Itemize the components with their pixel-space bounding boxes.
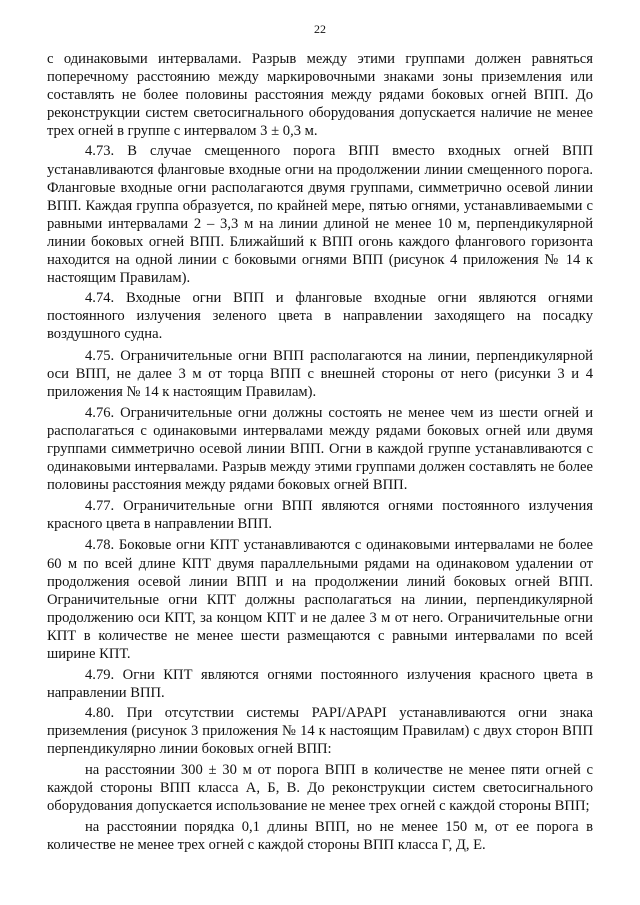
paragraph-4-74: 4.74. Входные огни ВПП и фланговые входные огни являются огнями постоянного излучения зеленого цвета в направлении заходящего на посадку воздушного судна.: [47, 290, 593, 343]
paragraph-4-73: 4.73. В случае смещенного порога ВПП вместо входных огней ВПП устанавливаются фланговые входные огни на продолжении линии смещенного порога. Фланговые входные огни располагаются двумя группами, симметрично осевой линии ВПП. Каждая группа образуется, по крайней мере, пятью огнями, устанавливаемыми с равными интервалами 2 – 3,3 м на линии длиной не менее 10 м, перпендикулярной линии боковых огней ВПП. Ближайший к ВПП огонь каждого флангового горизонта находится на одной линии с боковыми огнями ВПП (рисунок 4 приложения № 14 к настоящим Правилам).: [47, 143, 593, 287]
paragraph-4-75: 4.75. Ограничительные огни ВПП располагаются на линии, перпендикулярной оси ВПП, не далее 3 м от торца ВПП с внешней стороны от него (рисунки 3 и 4 приложения № 14 к настоящим Правилам).: [47, 347, 593, 400]
paragraph-4-77: 4.77. Ограничительные огни ВПП являются огнями постоянного излучения красного цвета в направлении ВПП.: [47, 498, 593, 533]
document-body: [47, 50, 593, 854]
paragraph-4-78: 4.78. Боковые огни КПТ устанавливаются с одинаковыми интервалами не более 60 м по всей длине КПТ двумя параллельными рядами на одинаковом удалении от продолжения осевой линии ВПП и на продолжении линий боковых огней ВПП. Ограничительные огни КПТ должны располагаться на линии, перпендикулярной продолжению оси КПТ, за концом КПТ и не далее 3 м от него. Ограничительные огни КПТ в количестве не менее шести размещаются с равными интервалами по всей ширине КПТ.: [47, 537, 593, 662]
paragraph-4-80: 4.80. При отсутствии системы PAPI/APAPI устанавливаются огни знака приземления (рисунок 3 приложения № 14 к настоящим Правилам) с двух сторон ВПП перпендикулярно линии боковых огней ВПП:: [47, 705, 593, 758]
list-item-0-1-length: на расстоянии порядка 0,1 длины ВПП, но не менее 150 м, от ее порога в количестве не менее трех огней с каждой стороны ВПП класса Г, Д, Е.: [47, 818, 593, 853]
paragraph-4-79: 4.79. Огни КПТ являются огнями постоянного излучения красного цвета в направлении ВПП.: [47, 667, 593, 702]
paragraph-4-76: 4.76. Ограничительные огни должны состоять не менее чем из шести огней и располагаться с одинаковыми интервалами между рядами боковых огней или двумя группами симметрично осевой линии ВПП. Огни в каждой группе устанавливаются с одинаковыми интервалами. Разрыв между этими группами должен составлять не более половины расстояния между рядами боковых огней ВПП.: [47, 404, 593, 494]
list-item-300m: на расстоянии 300 ± 30 м от порога ВПП в количестве не менее пяти огней с каждой стороны ВПП класса А, Б, В. До реконструкции систем светосигнального оборудования допускается использование не менее трех огней с каждой стороны ВПП;: [47, 761, 593, 814]
page-number: 22: [314, 22, 326, 36]
paragraph-continuation: с одинаковыми интервалами. Разрыв между этими группами должен равняться поперечному расстоянию между маркировочными знаками зоны приземления или составлять не более половины расстояния между рядами боковых огней ВПП. До реконструкции систем светосигнального оборудования допускается наличие не менее трех огней в группе с интервалом 3 ± 0,3 м.: [47, 51, 593, 140]
